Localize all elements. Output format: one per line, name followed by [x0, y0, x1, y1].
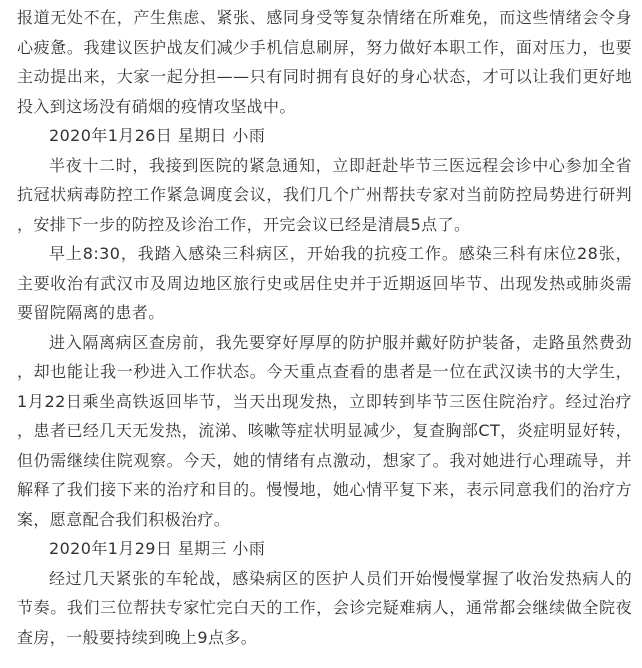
- paragraph-patient-rounds: 进入隔离病区查房前，我先要穿好厚厚的防护服并戴好防护装备，走路虽然费劲，却也能让我一秒进入工作状态。今天重点查看的患者是一位在武汉读书的大学生，1月22日乘坐高铁返回毕节，当天出现发热，立即转到毕节三医住院治疗。经过治疗，患者已经几天无发热，流涕、咳嗽等症状明显减少，复查胸部CT，炎症明显好转，但仍需继续住院观察。今天，她的情绪有点激动，想家了。我对她进行心理疏导，并解释了我们接下来的治疗和目的。慢慢地，她心情平复下来，表示同意我们的治疗方案，愿意配合我们积极治疗。: [17, 332, 632, 529]
- paragraph-night-rounds: 经过几天紧张的车轮战，感染病区的医护人员们开始慢慢掌握了收治发热病人的节奏。我们三位帮扶专家忙完白天的工作，会诊完疑难病人，通常都会继续做全院夜查房，一般要持续到晚上9点多。: [17, 568, 632, 647]
- diary-date-jan-29: 2020年1月29日 星期三 小雨: [49, 539, 266, 558]
- paragraph-midnight-meeting: 半夜十二时，我接到医院的紧急通知，立即赶赴毕节三医远程会诊中心参加全省抗冠状病毒防控工作紧急调度会议，我们几个广州帮扶专家对当前防控局势进行研判，安排下一步的防控及诊治工作，开完会议已经是清晨5点了。: [17, 155, 632, 234]
- paragraph-ward-intro: 早上8:30，我踏入感染三科病区，开始我的抗疫工作。感染三科有床位28张，主要收治有武汉市及周边地区旅行史或居住史并于近期返回毕节、出现发热或肺炎需要留院隔离的患者。: [17, 244, 632, 322]
- paragraph-continued: 报道无处不在，产生焦虑、紧张、感同身受等复杂情绪在所难免，而这些情绪会令身心疲惫。我建议医护战友们减少手机信息刷屏，努力做好本职工作，面对压力，也要主动提出来，大家一起分担——只有同时拥有良好的身心状态，才可以让我们更好地投入到这场没有硝烟的疫情攻坚战中。: [17, 8, 632, 116]
- diary-date-jan-26: 2020年1月26日 星期日 小雨: [49, 126, 266, 145]
